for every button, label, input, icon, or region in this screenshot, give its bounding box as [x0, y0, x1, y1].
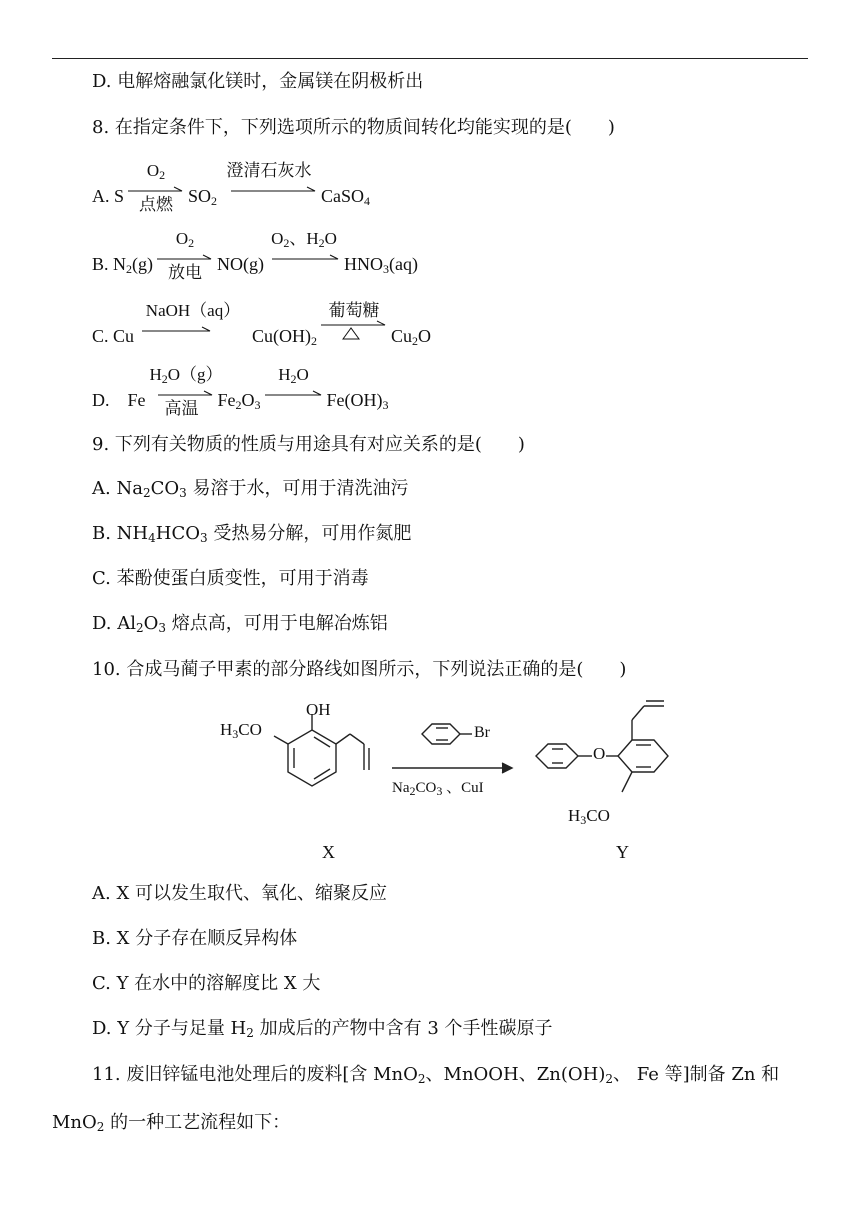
q8a-arrow-1: $O_2$ 点燃	[128, 178, 184, 202]
q10-option-c: C. Y 在水中的溶解度比 X 大	[92, 973, 321, 994]
y-ether-oxygen-label: O	[593, 744, 606, 763]
q11-stem-line-2: MnO$_2$ 的一种工艺流程如下：	[52, 1112, 291, 1134]
molecule-y-label: Y	[616, 842, 629, 862]
q8-option-c: C. Cu NaOH（aq） $Cu(OH)_2$ 葡萄糖 $Cu_2O$	[92, 301, 432, 348]
q8-stem: 8. 在指定条件下，下列选项所示的物质间转化均能实现的是( )	[92, 117, 615, 138]
header-rule	[52, 58, 808, 59]
q9-stem: 9. 下列有关物质的性质与用途具有对应关系的是( )	[92, 434, 525, 455]
q8d-arrow-2: $H_2O$	[265, 382, 323, 406]
q8a-arrow-2: 澄清石灰水	[221, 178, 317, 202]
x-methoxy-label: $H_3CO$	[220, 720, 262, 741]
q8b-arrow-1: $O_2$ 放电	[157, 246, 213, 270]
molecule-x-label: X	[322, 842, 335, 862]
q8d-arrow-1: $H_2O(g)$ 高温	[149, 365, 223, 418]
q10-option-b: B. X 分子存在顺反异构体	[92, 928, 298, 949]
q10-option-a: A. X 可以发生取代、氧化、缩聚反应	[92, 883, 387, 904]
q11-stem-line-1: 11. 废旧锌锰电池处理后的废料[含 MnO$_2$、MnOOH、$Zn(OH)_2$、 Fe 等]制备 Zn 和	[92, 1064, 780, 1086]
reagent-benzene-ring	[422, 724, 460, 744]
q8c-arrow-1: NaOH（aq）	[138, 318, 248, 342]
q10-stem: 10. 合成马蔺子甲素的部分路线如图所示，下列说法正确的是( )	[92, 659, 627, 680]
y-methoxy-label: $H_3CO$	[568, 806, 610, 827]
x-oh-label: OH	[306, 700, 331, 719]
reaction-scheme	[210, 696, 670, 871]
q8b-arrow-2: $O_2$、$H_2O$	[268, 246, 340, 270]
q8-option-b: B. $N_2(g)$ $O_2$ 放电 NO(g) $O_2$、$H_2O$ $HNO_3(aq)$	[92, 229, 418, 282]
q10-option-d: D. Y 分子与足量 $H_2$ 加成后的产物中含有 3 个手性碳原子	[92, 1018, 553, 1040]
q9-option-d: D. $Al_2O_3$ 熔点高，可用于电解冶炼铝	[92, 613, 388, 635]
q9-option-a: A. $Na_2CO_3$ 易溶于水，可用于清洗油污	[92, 478, 409, 500]
reagent-br-label: Br	[474, 724, 490, 741]
y-phenyl-ring	[536, 744, 578, 768]
q9-option-b: B. $NH_4HCO_3$ 受热易分解，可用作氮肥	[92, 523, 412, 545]
x-benzene-ring	[288, 730, 336, 786]
q9-option-c: C. 苯酚使蛋白质变性，可用于消毒	[92, 568, 369, 589]
q7-option-d: D. 电解熔融氯化镁时，金属镁在阴极析出	[92, 71, 424, 92]
q8c-arrow-2: 葡萄糖	[321, 314, 387, 342]
q8-option-d: D. Fe $H_2O(g)$ 高温 $Fe_2O_3$ $H_2O$ $Fe(OH)_3$	[92, 365, 389, 418]
heat-triangle-icon	[343, 328, 359, 339]
reaction-conditions: $Na_2CO_3$ 、CuI	[392, 780, 484, 798]
q8-option-a: A. S $O_2$ 点燃 $SO_2$ 澄清石灰水 CaSO$_4$	[92, 161, 371, 214]
